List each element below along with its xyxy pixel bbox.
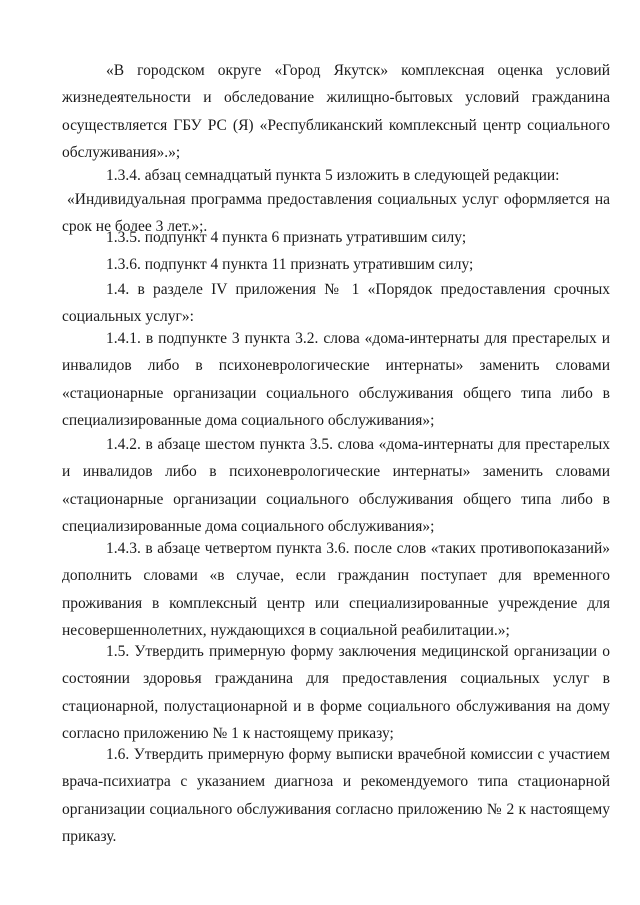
paragraph-individual-program: «Индивидуальная программа предоставления социальных услуг оформляется на срок не более 3 лет.»;.: [62, 191, 610, 236]
paragraph-1-4-2: 1.4.2. в абзаце шестом пункта 3.5. слова «дома-интернаты для престарелых и инвалидов либо в психоневрологические интернаты» заменить словами «стационарные организации социального обслуживания общего типа либо в специализированные дома социального обслуживания»;: [62, 436, 610, 536]
paragraph-1-4-1: 1.4.1. в подпункте 3 пункта 3.2. слова «дома-интернаты для престарелых и инвалидов либо в психоневрологические интернаты» заменить словами «стационарные организации социального обслуживания общего типа либо в специализированные дома социального обслуживания»;: [62, 330, 610, 430]
paragraph-1-4: 1.4. в разделе IV приложения № 1 «Порядок предоставления срочных социальных услуг»:: [62, 281, 610, 326]
paragraph-yakutsk-assessment: «В городском округе «Город Якутск» комплексная оценка условий жизнедеятельности и обследование жилищно-бытовых условий гражданина осуществляется ГБУ РС (Я) «Республиканский комплексный центр социального обслуживания».»;: [62, 62, 610, 162]
paragraph-1-6: 1.6. Утвердить примерную форму выписки врачебной комиссии с участием врача-психиатра с указанием диагноза и рекомендуемого типа стационарной организации социального обслуживания согласно приложению № 2 к настоящему приказу.: [62, 746, 610, 846]
paragraph-1-3-4: 1.3.4. абзац семнадцатый пункта 5 изложить в следующей редакции:: [106, 167, 560, 184]
paragraph-1-3-6: 1.3.6. подпункт 4 пункта 11 признать утратившим силу;: [106, 256, 474, 273]
paragraph-1-3-5: 1.3.5. подпункт 4 пункта 6 признать утратившим силу;: [106, 229, 467, 246]
paragraph-1-4-3: 1.4.3. в абзаце четвертом пункта 3.6. после слов «таких противопоказаний» дополнить словами «в случае, если гражданин поступает для временного проживания в комплексный центр или специализированные учреждение для несовершеннолетних, нуждающихся в социальной реабилитации.»;: [62, 540, 610, 640]
paragraph-1-5: 1.5. Утвердить примерную форму заключения медицинской организации о состоянии здоровья гражданина для предоставления социальных услуг в стационарной, полустационарной и в форме социального обслуживания на дому согласно приложению № 1 к настоящему приказу;: [62, 643, 610, 743]
